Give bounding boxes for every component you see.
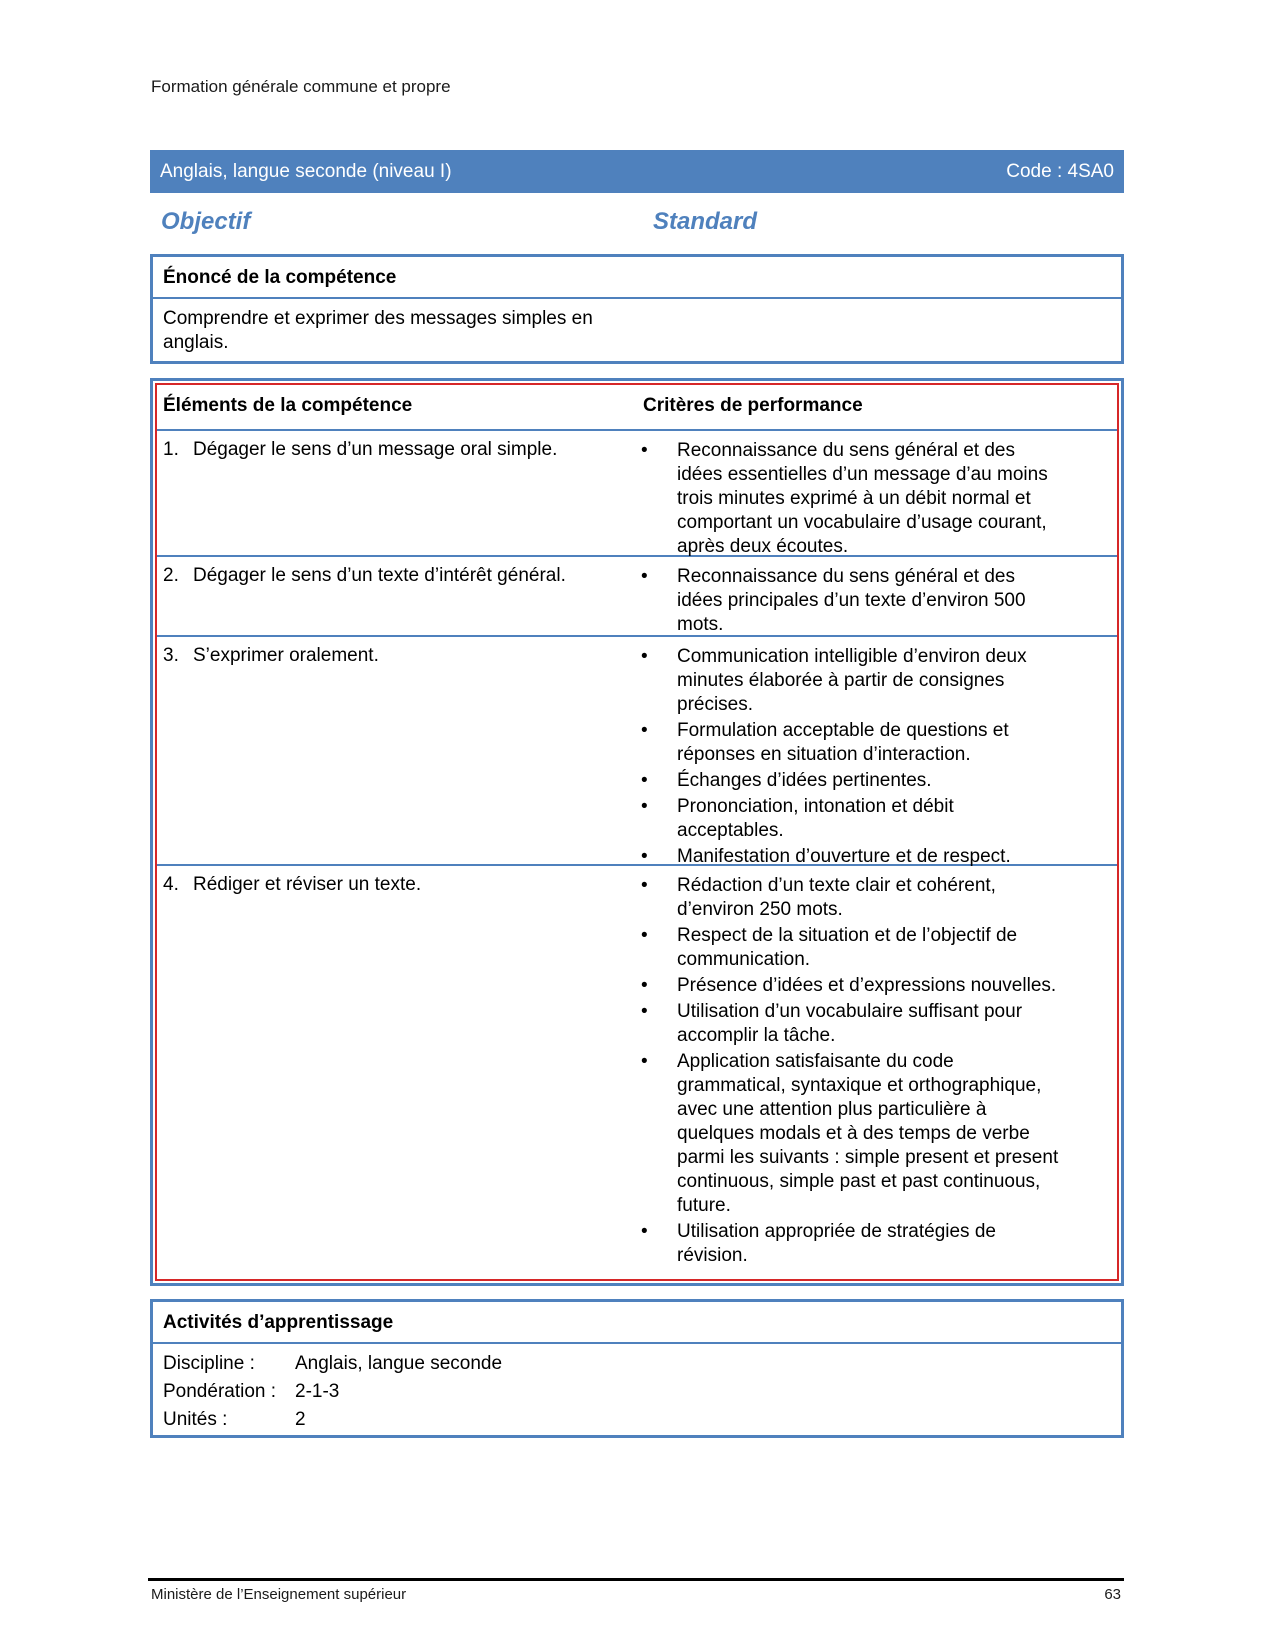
competency-statement-box bbox=[150, 254, 1124, 364]
units-label: Unités : bbox=[163, 1409, 228, 1430]
criterion-item: • Échanges d’idées pertinentes. bbox=[677, 769, 1062, 793]
footer-rule bbox=[148, 1578, 1124, 1581]
criterion-item: • Application satisfaisante du code grammatical, syntaxique et orthographique, avec une attention plus particulière à quelques modals et à des temps de verbe parmi les suivants : simple present et present continuous, simple past et past continuous, future. bbox=[677, 1050, 1062, 1218]
element-cell bbox=[163, 565, 566, 587]
discipline-label: Discipline : bbox=[163, 1353, 255, 1374]
criterion-item: • Respect de la situation et de l’objectif de communication. bbox=[677, 924, 1062, 972]
statement-text: Comprendre et exprimer des messages simples en anglais. bbox=[163, 308, 593, 353]
competency-table-inner bbox=[155, 383, 1119, 1281]
element-cell bbox=[163, 439, 557, 461]
criteria-list bbox=[677, 645, 1062, 871]
criterion-item: • Rédaction d’un texte clair et cohérent, d’environ 250 mots. bbox=[677, 874, 1062, 922]
page-footer bbox=[151, 1586, 1121, 1603]
criterion-item: • Reconnaissance du sens général et des idées principales d’un texte d’environ 500 mots. bbox=[677, 565, 1062, 637]
standard-heading: Standard bbox=[653, 208, 758, 235]
element-text: Dégager le sens d’un message oral simple. bbox=[193, 439, 558, 460]
criterion-item: • Manifestation d’ouverture et de respect. bbox=[677, 845, 1062, 869]
units-value: 2 bbox=[295, 1409, 306, 1430]
criteria-list bbox=[677, 439, 1062, 561]
units-row bbox=[163, 1406, 1111, 1434]
criterion-item: • Reconnaissance du sens général et des idées essentielles d’un message d’au moins trois minutes exprimé à un débit normal et comportant un vocabulaire d’usage courant, après deux écoutes. bbox=[677, 439, 1062, 559]
course-code: Code : 4SA0 bbox=[1006, 160, 1114, 182]
learning-activities-box bbox=[150, 1299, 1124, 1438]
criterion-item: • Prononciation, intonation et débit acceptables. bbox=[677, 795, 1062, 843]
elements-column-header: Éléments de la compétence bbox=[163, 395, 413, 416]
section-headings bbox=[161, 208, 1061, 238]
criteria-list bbox=[677, 874, 1062, 1270]
criterion-item: • Utilisation appropriée de stratégies de révision. bbox=[677, 1220, 1062, 1268]
criterion-item: • Présence d’idées et d’expressions nouvelles. bbox=[677, 974, 1062, 998]
element-cell bbox=[163, 874, 421, 896]
table-row bbox=[157, 557, 1117, 637]
competency-table bbox=[150, 378, 1124, 1286]
criteria-list bbox=[677, 565, 1062, 639]
course-title-bar bbox=[150, 150, 1124, 193]
statement-heading: Énoncé de la compétence bbox=[153, 257, 1121, 299]
running-head: Formation générale commune et propre bbox=[151, 77, 451, 96]
table-row bbox=[157, 431, 1117, 557]
element-text: S’exprimer oralement. bbox=[193, 645, 379, 666]
activities-details bbox=[153, 1344, 1121, 1440]
element-cell bbox=[163, 645, 379, 667]
criterion-item: • Formulation acceptable de questions et réponses en situation d’interaction. bbox=[677, 719, 1062, 767]
criterion-item: • Utilisation d’un vocabulaire suffisant pour accomplir la tâche. bbox=[677, 1000, 1062, 1048]
discipline-row bbox=[163, 1350, 1111, 1378]
element-number: 1. bbox=[163, 439, 179, 460]
element-text: Rédiger et réviser un texte. bbox=[193, 874, 422, 895]
activities-heading: Activités d’apprentissage bbox=[153, 1302, 1121, 1344]
ponderation-row bbox=[163, 1378, 1111, 1406]
element-number: 3. bbox=[163, 645, 179, 666]
ponderation-label: Pondération : bbox=[163, 1381, 277, 1402]
course-title: Anglais, langue seconde (niveau I) bbox=[160, 160, 452, 182]
footer-ministry: Ministère de l’Enseignement supérieur bbox=[151, 1586, 407, 1603]
criteria-column-header: Critères de performance bbox=[643, 395, 863, 416]
objective-heading: Objectif bbox=[161, 208, 251, 235]
table-header bbox=[157, 385, 1117, 431]
element-text: Dégager le sens d’un texte d’intérêt général. bbox=[193, 565, 566, 586]
discipline-value: Anglais, langue seconde bbox=[295, 1353, 503, 1374]
page-number: 63 bbox=[1104, 1586, 1121, 1603]
element-number: 2. bbox=[163, 565, 179, 586]
table-row bbox=[157, 866, 1117, 1284]
table-row bbox=[157, 637, 1117, 866]
element-number: 4. bbox=[163, 874, 179, 895]
criterion-item: • Communication intelligible d’environ deux minutes élaborée à partir de consignes précises. bbox=[677, 645, 1062, 717]
ponderation-value: 2-1-3 bbox=[295, 1381, 340, 1402]
